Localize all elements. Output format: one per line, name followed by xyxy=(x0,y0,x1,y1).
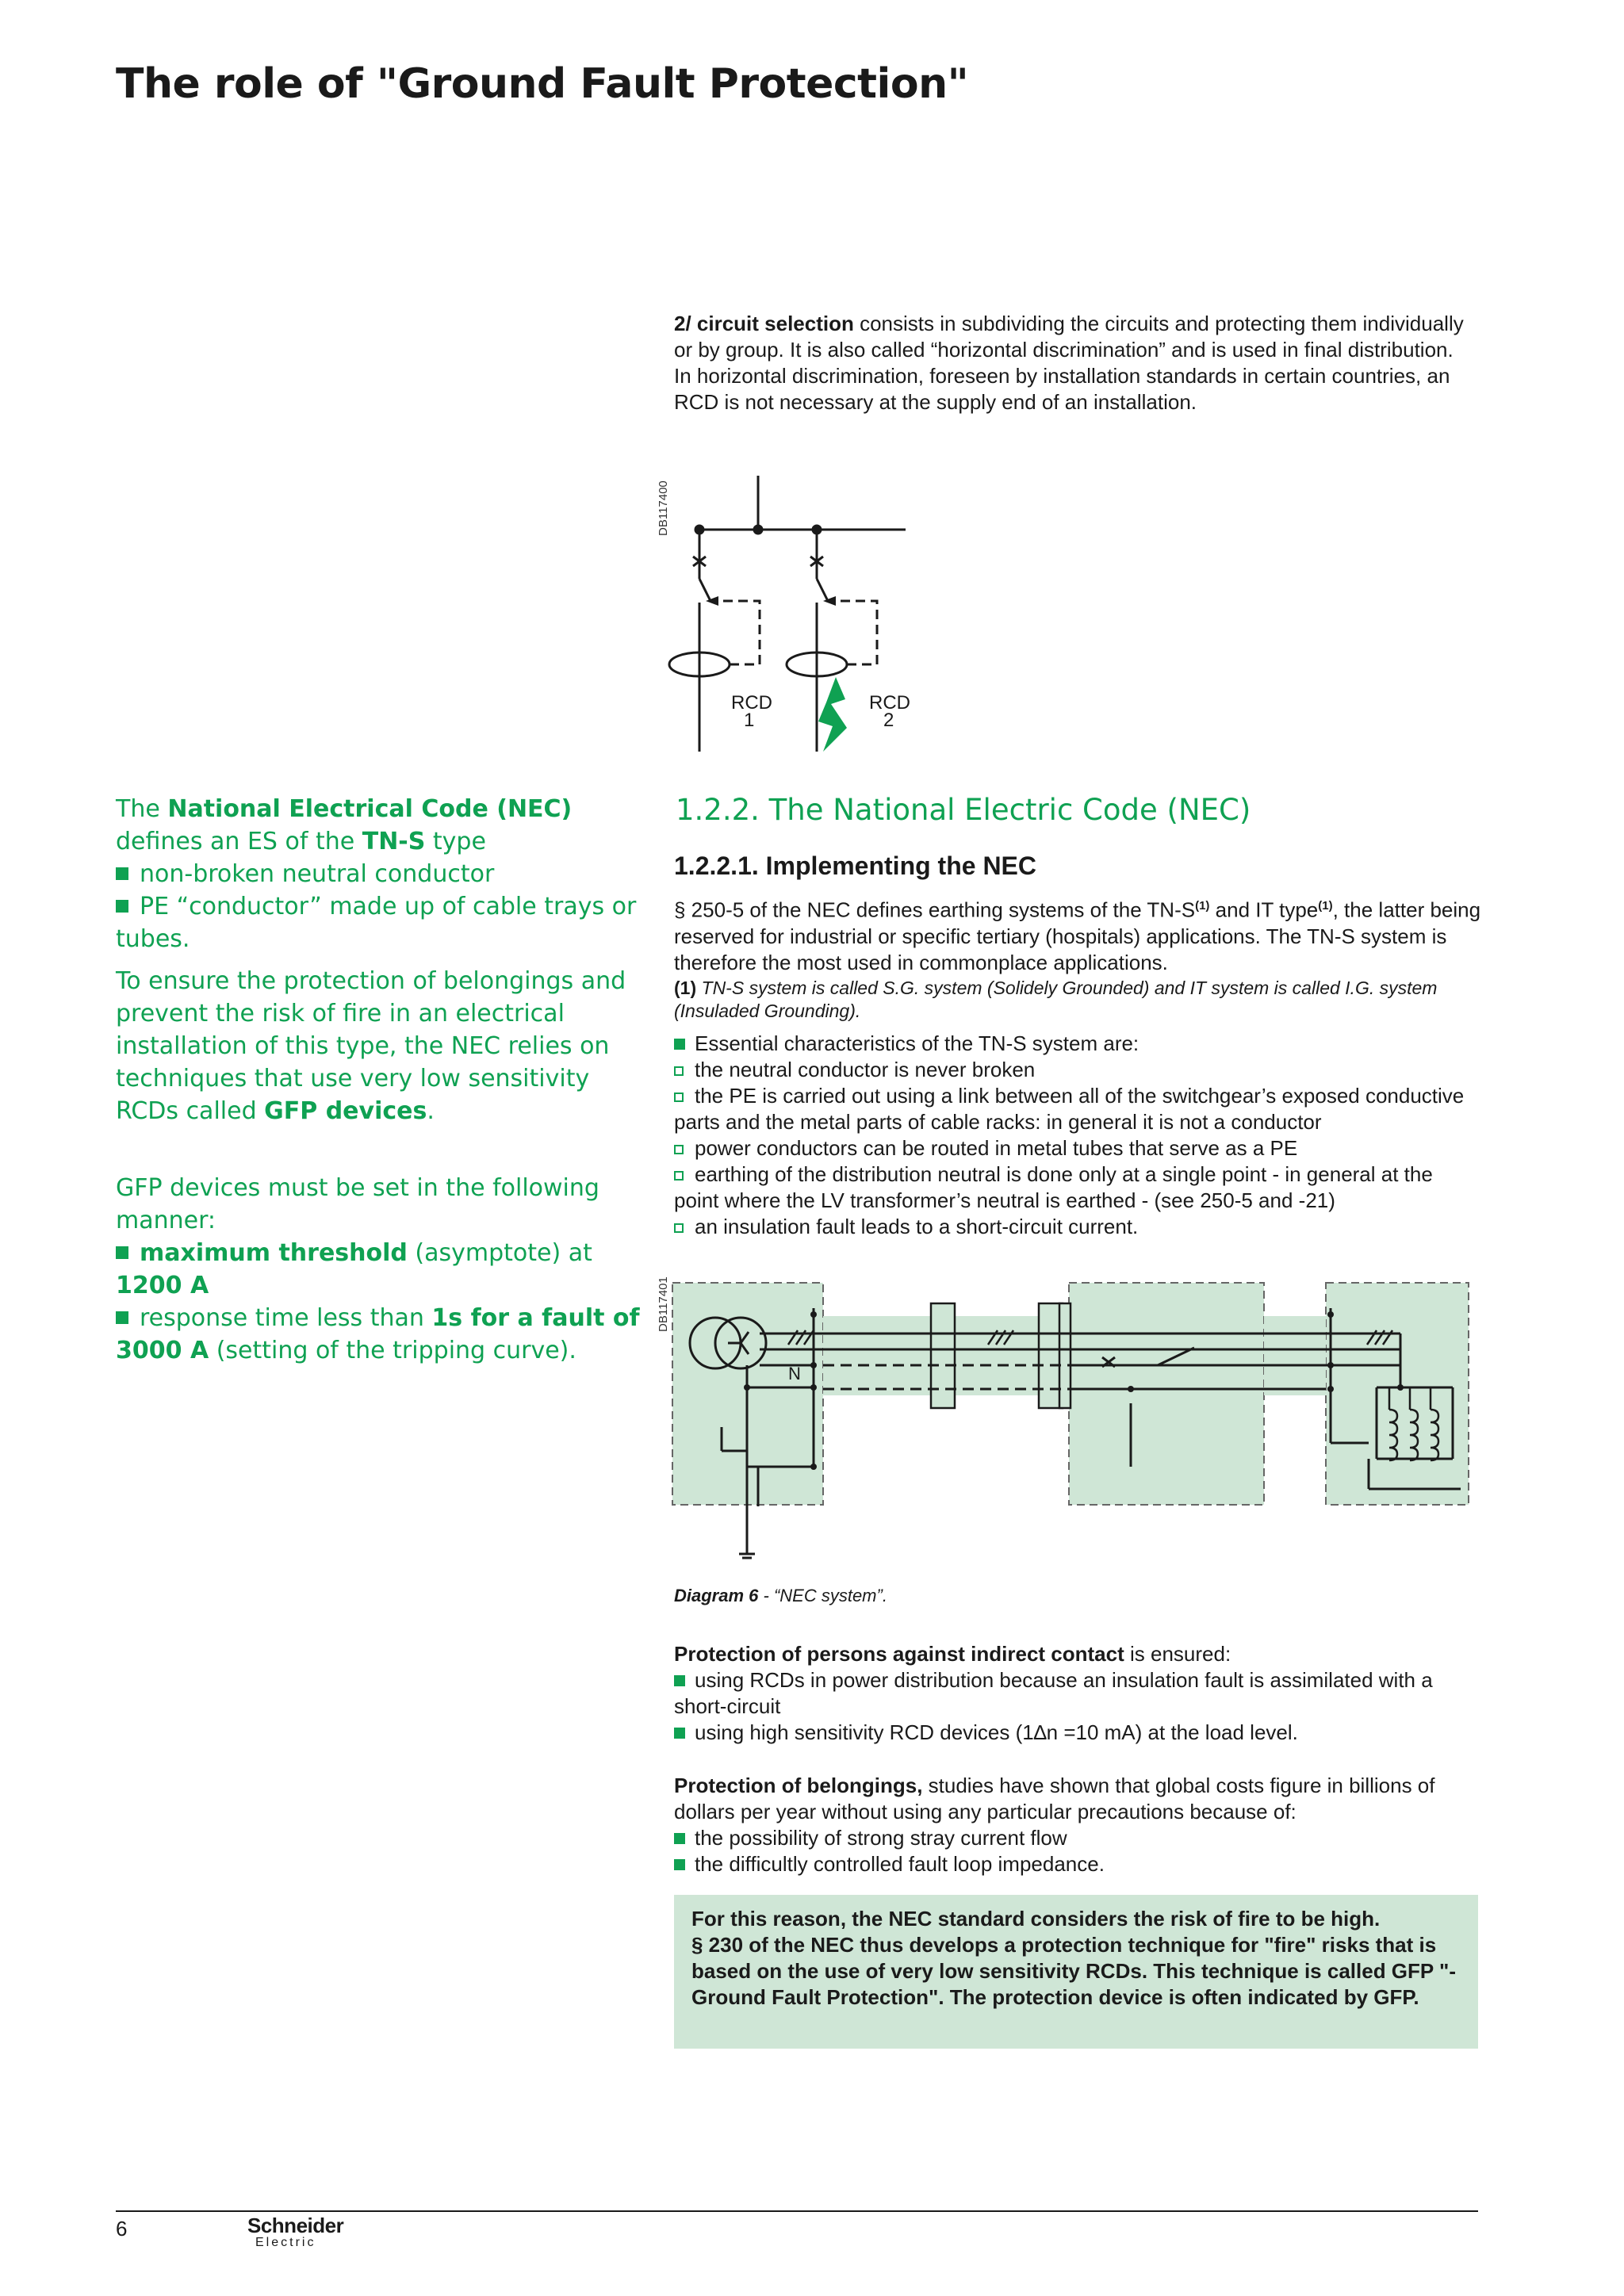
bullet-icon xyxy=(116,1311,128,1324)
characteristic-item: the neutral conductor is never broken xyxy=(695,1058,1036,1081)
sidebar-text: To ensure the protection of belongings and prevent the risk of fire in an electrical installation of this type, the NEC relies on techniques that use very low sensitivity RCDs called xyxy=(116,967,626,1125)
sidebar-text: type xyxy=(425,828,486,855)
footnote-ref: (1) xyxy=(1195,899,1210,913)
callout-line: § 230 of the NEC thus develops a protection technique for "fire" risks that is based on the use of very low sensitivity RCDs. This technique is called GFP "- Ground Fault Protection". The protection device is often indicated by GFP. xyxy=(691,1933,1456,2009)
diagram2-code: DB117401 xyxy=(657,1276,670,1332)
brand-name: Schneider xyxy=(247,2214,344,2237)
protection-persons xyxy=(674,1641,1483,1746)
bullet-icon xyxy=(674,1675,685,1686)
callout-line: For this reason, the NEC standard considers the risk of fire to be high. xyxy=(691,1907,1381,1931)
bullet-icon xyxy=(116,900,128,913)
diagram1-code: DB117400 xyxy=(657,480,670,536)
characteristic-item: an insulation fault leads to a short-circuit current. xyxy=(695,1215,1139,1238)
belongings-lead: Protection of belongings, xyxy=(674,1774,923,1797)
sidebar-nec-bold: National Electrical Code (NEC) xyxy=(167,795,573,823)
bullet-icon xyxy=(116,867,128,880)
footer-rule xyxy=(116,2210,1478,2212)
circuit-selection-body: consists in subdividing the circuits and protecting them individually or by group. It is also called “horizontal discrimination” and is used in final distribution. xyxy=(674,312,1464,362)
intro-text: and IT type xyxy=(1209,897,1319,922)
nec-intro xyxy=(674,893,1483,976)
characteristics-intro: Essential characteristics of the TN-S system are: xyxy=(695,1031,1139,1055)
horizontal-discrimination-text: In horizontal discrimination, foreseen by installation standards in certain countries, an RCD is not necessary at the supply end of an installation. xyxy=(674,364,1450,414)
bullet-icon xyxy=(674,1859,685,1870)
hollow-bullet-icon xyxy=(674,1223,684,1233)
characteristic-item: earthing of the distribution neutral is done only at a single point - in general at the point where the LV transformer’s neutral is earthed - (see 250-5 and -21) xyxy=(674,1162,1433,1212)
belongings-bullet: the possibility of strong stray current flow xyxy=(695,1826,1067,1850)
belongings-bullet: the difficultly controlled fault loop impedance. xyxy=(695,1852,1105,1876)
nec-sidebar xyxy=(116,793,649,1137)
belongings-text: studies have shown that global costs figure in billions of dollars per year without using any particular precautions because of: xyxy=(674,1774,1435,1823)
section-heading: 1.2.2. The National Electric Code (NEC) xyxy=(676,793,1251,827)
persons-text: is ensured: xyxy=(1124,1642,1231,1666)
gfp-settings-intro: GFP devices must be set in the following manner: xyxy=(116,1174,599,1234)
page-number: 6 xyxy=(116,2217,128,2241)
sidebar-text: (setting of the tripping curve). xyxy=(209,1337,576,1364)
sidebar-tns-bold: TN-S xyxy=(362,828,426,855)
circuit-selection-lead: 2/ circuit selection xyxy=(674,312,854,335)
sidebar-text: The xyxy=(116,795,168,823)
hollow-bullet-icon xyxy=(674,1093,684,1102)
persons-bullet: using RCDs in power distribution because an insulation fault is assimilated with a short-circuit xyxy=(674,1668,1433,1718)
characteristic-item: the PE is carried out using a link between all of the switchgear’s exposed conductive parts and the metal parts of cable racks: in general it is not a conductor xyxy=(674,1084,1465,1134)
intro-text: § 250-5 of the NEC defines earthing systems of the TN-S xyxy=(674,897,1196,922)
threshold-bold: maximum threshold xyxy=(140,1239,408,1267)
caption-bold: Diagram 6 xyxy=(674,1586,759,1605)
page-title: The role of "Ground Fault Protection" xyxy=(116,60,969,108)
neutral-label: N xyxy=(788,1364,801,1383)
sidebar-bullet: PE “conductor” made up of cable trays or tubes. xyxy=(116,893,637,953)
rcd2-number: 2 xyxy=(883,710,894,731)
brand-sub: Electric xyxy=(255,2236,316,2249)
circuit-selection-text xyxy=(674,311,1483,415)
bullet-icon xyxy=(674,1039,685,1050)
hollow-bullet-icon xyxy=(674,1145,684,1154)
characteristic-item: power conductors can be routed in metal tubes that serve as a PE xyxy=(695,1136,1298,1160)
rcd2-label: RCD xyxy=(869,692,910,714)
threshold-value: 1200 A xyxy=(116,1272,209,1299)
hollow-bullet-icon xyxy=(674,1171,684,1181)
bullet-icon xyxy=(674,1728,685,1739)
subsection-heading: 1.2.2.1. Implementing the NEC xyxy=(674,851,1036,880)
rcd1-number: 1 xyxy=(744,710,755,731)
sidebar-bullet: non-broken neutral conductor xyxy=(140,860,495,888)
persons-lead: Protection of persons against indirect contact xyxy=(674,1642,1124,1666)
persons-bullet: using high sensitivity RCD devices (1∆n =10 mA) at the load level. xyxy=(695,1720,1298,1744)
sidebar-text: (asymptote) at xyxy=(407,1239,592,1267)
schneider-logo xyxy=(247,2215,343,2250)
response-time-bold: 1s for a fault of 3000 A xyxy=(116,1304,640,1364)
fault-bolt-icon xyxy=(818,677,847,752)
rcd-discrimination-diagram xyxy=(666,468,920,753)
sidebar-text: response time less than xyxy=(140,1304,432,1332)
bullet-icon xyxy=(116,1246,128,1259)
sidebar-text: defines an ES of the xyxy=(116,828,362,855)
sidebar-gfp-bold: GFP devices xyxy=(264,1097,427,1125)
diagram6-caption xyxy=(674,1586,887,1606)
nec-system-diagram xyxy=(671,1276,1472,1562)
caption-text: - “NEC system”. xyxy=(758,1586,887,1605)
hollow-bullet-icon xyxy=(674,1066,684,1076)
rcd1-label: RCD xyxy=(731,692,772,714)
footnote-text: TN-S system is called S.G. system (Solidely Grounded) and IT system is called I.G. system (Insuladed Grounding). xyxy=(674,978,1438,1021)
footnote-ref: (1) xyxy=(1318,899,1333,913)
protection-belongings xyxy=(674,1773,1483,1877)
gfp-settings-sidebar xyxy=(116,1172,649,1376)
intro-text: , the latter being reserved for industrial or specific tertiary (hospitals) applications. The TN-S system is therefore the most used in commonplace applications. xyxy=(674,897,1481,974)
sidebar-text: . xyxy=(427,1097,435,1125)
gfp-callout xyxy=(674,1895,1478,2049)
bullet-icon xyxy=(674,1833,685,1844)
footnote xyxy=(674,977,1483,1023)
tns-characteristics xyxy=(674,1031,1483,1240)
footnote-mark: (1) xyxy=(674,978,697,998)
